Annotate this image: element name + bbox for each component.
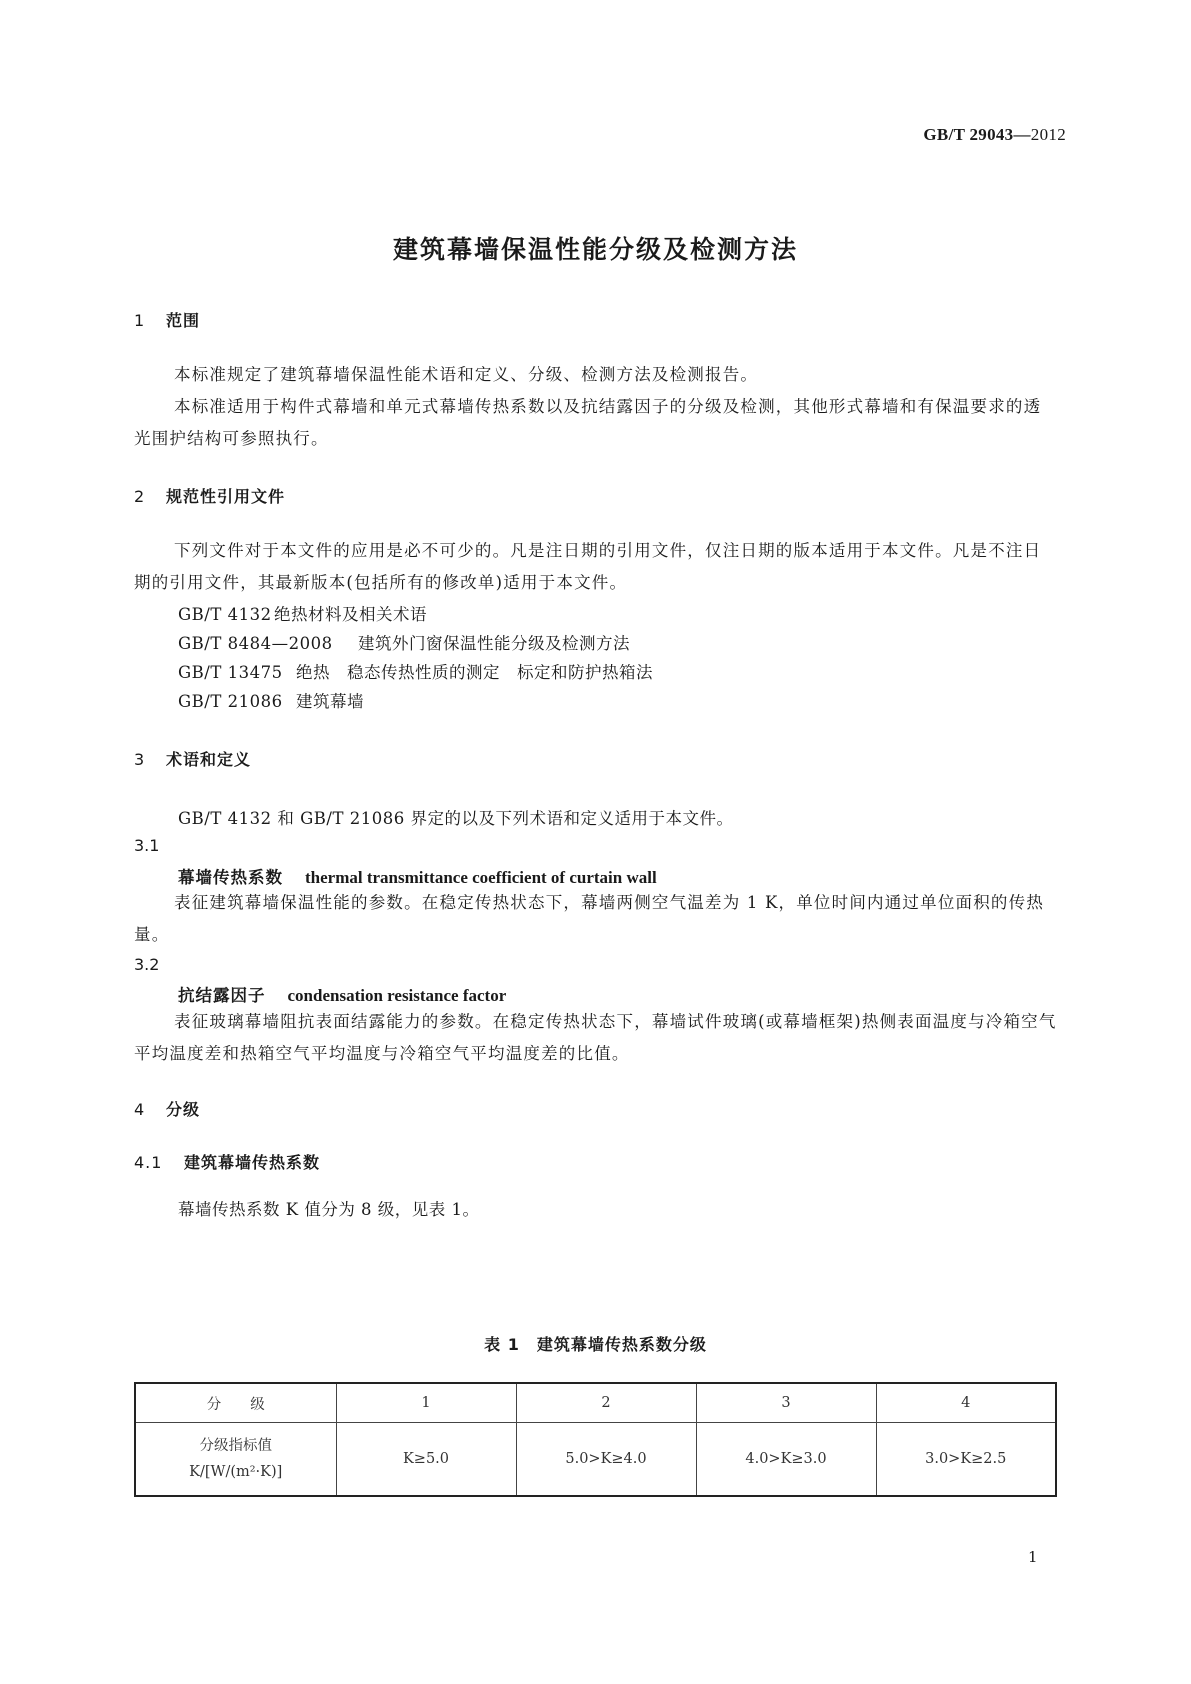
row-label-unit: K/[W/(m²·K)] (189, 1464, 283, 1480)
standard-year: 2012 (1030, 125, 1066, 144)
grade-cell: 4 (876, 1383, 1056, 1423)
term-english: thermal transmittance coefficient of curtain wall (305, 868, 657, 887)
standard-code (923, 125, 1066, 145)
page-number: 1 (1028, 1548, 1038, 1566)
table-header-row (135, 1383, 1056, 1423)
grade-cell: 3 (696, 1383, 876, 1423)
reference-title: 绝热材料及相关术语 (274, 605, 427, 624)
paragraph: 本标准适用于构件式幕墙和单元式幕墙传热系数以及抗结露因子的分级及检测，其他形式幕墙和有保温要求的透光围护结构可参照执行。 (134, 397, 1042, 448)
paragraph: 下列文件对于本文件的应用是必不可少的。凡是注日期的引用文件，仅注日期的版本适用于本文件。凡是不注日期的引用文件，其最新版本(包括所有的修改单)适用于本文件。 (134, 541, 1042, 592)
section-number: 2 (134, 487, 146, 506)
term-definition: 表征玻璃幕墙阻抗表面结露能力的参数。在稳定传热状态下，幕墙试件玻璃(或幕墙框架)热侧表面温度与冷箱空气平均温度差和热箱空气平均温度与冷箱空气平均温度差的比值。 (134, 1012, 1057, 1063)
reference-title: 建筑幕墙 (296, 692, 364, 711)
term-entry (178, 982, 506, 1006)
grade-cell: 2 (516, 1383, 696, 1423)
term-chinese: 幕墙传热系数 (178, 868, 283, 887)
section-number: 3 (134, 750, 146, 769)
grade-cell: 1 (336, 1383, 516, 1423)
value-cell: 3.0>K≥2.5 (876, 1423, 1056, 1497)
term-entry (178, 864, 657, 888)
section-3-heading (134, 747, 251, 770)
value-cell: 5.0>K≥4.0 (516, 1423, 696, 1497)
reference-title: 建筑外门窗保温性能分级及检测方法 (358, 634, 630, 653)
subsection-4-1-heading (134, 1150, 320, 1173)
term-definition: 表征建筑幕墙保温性能的参数。在稳定传热状态下，幕墙两侧空气温差为 1 K，单位时间内通过单位面积的传热量。 (134, 893, 1045, 944)
reference-code: GB/T 21086 (178, 692, 283, 711)
document-title: 建筑幕墙保温性能分级及检测方法 (392, 235, 798, 264)
value-cell: K≥5.0 (336, 1423, 516, 1497)
section-title: 分级 (166, 1100, 201, 1119)
reference-title: 绝热 稳态传热性质的测定 标定和防护热箱法 (296, 663, 653, 682)
table-title: 表 1 建筑幕墙传热系数分级 (484, 1335, 707, 1354)
section-number: 4 (134, 1100, 146, 1119)
reference-code: GB/T 8484—2008 (178, 634, 333, 653)
section-title: 规范性引用文件 (166, 487, 286, 506)
term-number: 3.2 (134, 955, 160, 974)
code-dash: — (1013, 125, 1031, 144)
paragraph: GB/T 4132 和 GB/T 21086 界定的以及下列术语和定义适用于本文件。 (178, 809, 734, 828)
reference-item (178, 601, 427, 625)
reference-code: GB/T 13475 (178, 663, 283, 682)
grade-table (134, 1382, 1057, 1497)
reference-item (178, 630, 630, 654)
section-number: 1 (134, 311, 146, 330)
section-2-heading (134, 484, 285, 507)
paragraph: 幕墙传热系数 K 值分为 8 级，见表 1。 (178, 1200, 480, 1219)
section-title: 术语和定义 (166, 750, 252, 769)
term-number: 3.1 (134, 836, 160, 855)
reference-code: GB/T 4132 (178, 605, 272, 624)
row-label-line: 分级指标值 (199, 1438, 272, 1454)
section-4-heading (134, 1097, 200, 1120)
value-cell: 4.0>K≥3.0 (696, 1423, 876, 1497)
reference-item (178, 688, 364, 712)
subsection-number: 4.1 (134, 1153, 163, 1172)
subsection-title: 建筑幕墙传热系数 (184, 1153, 321, 1172)
paragraph: 本标准规定了建筑幕墙保温性能术语和定义、分级、检测方法及检测报告。 (174, 365, 759, 384)
section-1-heading (134, 308, 200, 331)
row-label-cell (135, 1423, 336, 1497)
term-chinese: 抗结露因子 (178, 986, 266, 1005)
section-title: 范围 (166, 311, 201, 330)
header-label-cell: 分 级 (135, 1383, 336, 1423)
standard-number: GB/T 29043 (923, 125, 1014, 144)
table-row (135, 1423, 1056, 1497)
term-english: condensation resistance factor (287, 986, 507, 1005)
reference-item (178, 659, 653, 683)
